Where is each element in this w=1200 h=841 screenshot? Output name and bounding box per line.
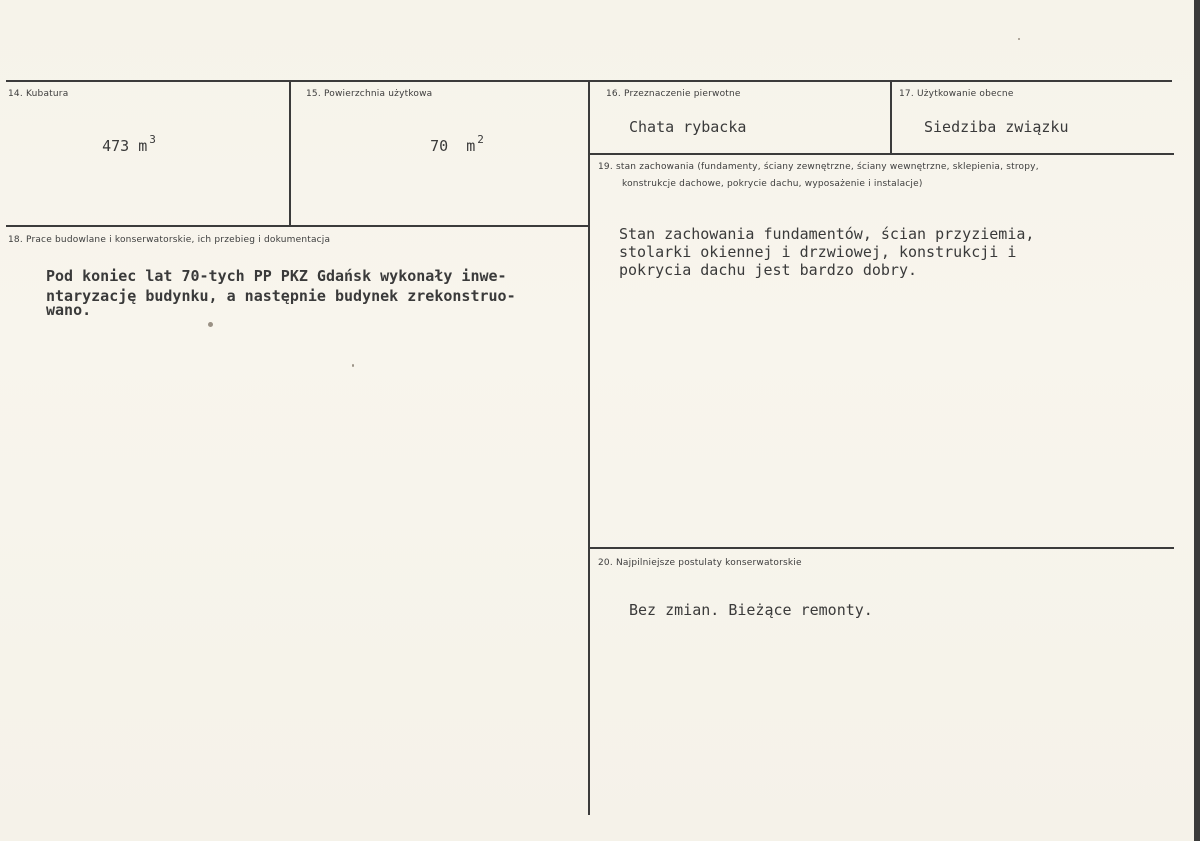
row-rule-16-17	[590, 153, 1174, 155]
field-14-number: 473 m	[102, 137, 148, 155]
field-19-line-1: Stan zachowania fundamentów, ścian przyziemia,	[619, 225, 1035, 243]
field-16-value: Chata rybacka	[629, 118, 747, 136]
field-17-label: 17. Użytkowanie obecne	[899, 89, 1014, 99]
field-15-value	[394, 116, 484, 178]
field-15-unit-exponent: 2	[477, 133, 484, 146]
paper-speck	[352, 364, 354, 367]
field-18-line-2: ntaryzację budynku, a następnie budynek zrekonstruo-	[46, 287, 516, 305]
card-edge	[1194, 0, 1200, 841]
main-column-divider	[588, 82, 590, 815]
field-14-unit-exponent: 3	[149, 133, 156, 146]
row-rule-14-15	[6, 225, 588, 227]
paper-speck	[208, 322, 213, 327]
field-14-label: 14. Kubatura	[8, 89, 69, 99]
field-14-value	[66, 116, 156, 178]
divider-16-17	[890, 82, 892, 154]
field-15-number: 70 m	[430, 137, 476, 155]
field-19-line-2: stolarki okiennej i drzwiowej, konstrukcji i	[619, 243, 1017, 261]
field-17-value: Siedziba związku	[924, 118, 1069, 136]
field-19-line-3: pokrycia dachu jest bardzo dobry.	[619, 261, 918, 279]
divider-14-15	[289, 82, 291, 226]
field-20-label: 20. Najpilniejsze postulaty konserwatorskie	[598, 558, 802, 568]
paper-speck	[1018, 38, 1020, 40]
field-16-label: 16. Przeznaczenie pierwotne	[606, 89, 741, 99]
row-rule-19-20	[590, 547, 1174, 549]
field-19-label-line-2: konstrukcje dachowe, pokrycie dachu, wyposażenie i instalacje)	[622, 179, 923, 189]
field-18-line-3: wano.	[46, 301, 92, 319]
field-15-label: 15. Powierzchnia użytkowa	[306, 89, 433, 99]
field-19-label-line-1: 19. stan zachowania (fundamenty, ściany zewnętrzne, ściany wewnętrzne, sklepienia, stropy,	[598, 162, 1039, 172]
field-20-value: Bez zmian. Bieżące remonty.	[629, 601, 873, 619]
field-18-label: 18. Prace budowlane i konserwatorskie, ich przebieg i dokumentacja	[8, 235, 331, 245]
field-18-line-1: Pod koniec lat 70-tych PP PKZ Gdańsk wykonały inwe-	[46, 267, 507, 285]
